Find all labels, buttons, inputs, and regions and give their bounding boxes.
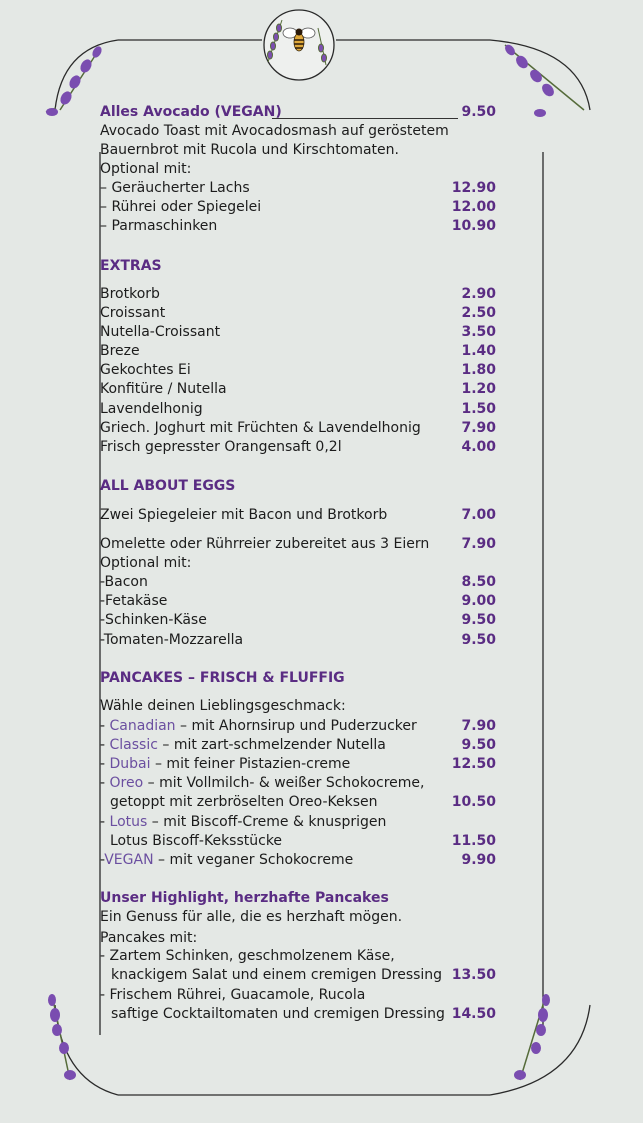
pancake-name: Canadian [109, 718, 176, 734]
highlight-intro-line: Ein Genuss für alle, die es herzhaft mögen. [100, 909, 403, 925]
pancake-price: 7.90 [461, 718, 496, 734]
extras-item-price: 1.80 [461, 362, 496, 378]
eggs-optional-label: Optional mit: [100, 555, 192, 571]
extras-item-label: Croissant [100, 305, 166, 321]
eggs-item-label: Zwei Spiegeleier mit Bacon und Brotkorb [100, 507, 388, 523]
highlight-item-line1: - Zartem Schinken, geschmolzenem Käse, [100, 948, 395, 964]
highlight-item-line1: - Frischem Rührei, Guacamole, Rucola [100, 987, 366, 1003]
pancake-name: Oreo [109, 775, 144, 791]
pancake-name: Lotus [109, 814, 148, 830]
lavender-bottom-right-icon [514, 994, 550, 1080]
pancake-price: 9.90 [461, 852, 496, 868]
extras-item-label: Lavendelhonig [100, 401, 203, 417]
extras-item-label: Griech. Joghurt mit Früchten & Lavendelhonig [100, 420, 421, 436]
eggs-option-price: 9.00 [461, 593, 496, 609]
avocado-desc-line: Optional mit: [100, 161, 192, 177]
extras-item-label: Gekochtes Ei [100, 362, 191, 378]
pancake-price: 9.50 [461, 737, 496, 753]
pancakes-intro: Wähle deinen Lieblingsgeschmack: [100, 698, 346, 714]
pancake-price: 11.50 [451, 833, 496, 849]
pancake-desc-line2: getoppt mit zerbröselten Oreo-Keksen [110, 794, 378, 810]
extras-item-label: Frisch gepresster Orangensaft 0,2l [100, 439, 342, 455]
pancake-price: 12.50 [451, 756, 496, 772]
pancake-dash: - [100, 756, 110, 772]
eggs-option-price: 9.50 [461, 632, 496, 648]
avocado-desc-line: Bauernbrot mit Rucola und Kirschtomaten. [100, 142, 399, 158]
avocado-option-price: 12.90 [451, 180, 496, 196]
extras-item-price: 3.50 [461, 324, 496, 340]
pancake-item [100, 755, 350, 774]
pancake-desc: – mit Ahornsirup und Puderzucker [175, 718, 417, 734]
pancake-item [100, 851, 353, 870]
lavender-bottom-left-icon [48, 994, 76, 1080]
pancake-dash: - [100, 852, 105, 868]
pancake-desc-line2: Lotus Biscoff-Keksstücke [110, 833, 283, 849]
highlight-item-price: 14.50 [451, 1006, 496, 1022]
lavender-top-right-icon [503, 43, 584, 117]
extras-item-price: 2.90 [461, 286, 496, 302]
extras-item-label: Brotkorb [100, 286, 160, 302]
avocado-price: 9.50 [461, 104, 496, 120]
pancake-desc: – mit Biscoff-Creme & knusprigen [147, 814, 387, 830]
highlight-item-price: 13.50 [451, 967, 496, 983]
pancake-desc: – mit zart-schmelzender Nutella [157, 737, 386, 753]
eggs-item-price: 7.90 [461, 536, 496, 552]
pancakes-heading: PANCAKES – FRISCH & FLUFFIG [100, 670, 345, 686]
pancake-desc: – mit feiner Pistazien-creme [150, 756, 351, 772]
avocado-option-label: – Rührei oder Spiegelei [100, 199, 262, 215]
highlight-heading: Unser Highlight, herzhafte Pancakes [100, 890, 389, 906]
extras-item-price: 1.40 [461, 343, 496, 359]
extras-item-price: 2.50 [461, 305, 496, 321]
extras-item-label: Konfitüre / Nutella [100, 381, 227, 397]
highlight-item-line2: saftige Cocktailtomaten und cremigen Dressing [111, 1006, 445, 1022]
pancake-item [100, 717, 417, 736]
extras-item-label: Breze [100, 343, 140, 359]
eggs-option-price: 8.50 [461, 574, 496, 590]
pancake-dash: - [100, 775, 110, 791]
pancake-price: 10.50 [451, 794, 496, 810]
pancake-name: VEGAN [104, 852, 154, 868]
avocado-option-label: – Geräucherter Lachs [100, 180, 250, 196]
highlight-item-line2: knackigem Salat und einem cremigen Dressing [111, 967, 443, 983]
pancake-dash: - [100, 814, 110, 830]
eggs-item-price: 7.00 [461, 507, 496, 523]
highlight-intro-line: Pancakes mit: [100, 930, 198, 946]
avocado-title: Alles Avocado (VEGAN) [100, 104, 282, 120]
extras-heading: EXTRAS [100, 258, 162, 274]
pancake-name: Dubai [109, 756, 151, 772]
extras-item-price: 7.90 [461, 420, 496, 436]
avocado-option-price: 10.90 [451, 218, 496, 234]
pancake-name: Classic [109, 737, 158, 753]
pancake-dash: - [100, 737, 110, 753]
pancake-desc: – mit Vollmilch- & weißer Schokocreme, [143, 775, 425, 791]
extras-item-price: 4.00 [461, 439, 496, 455]
eggs-option-label: -Tomaten-Mozzarella [100, 632, 244, 648]
eggs-item-label: Omelette oder Rührreier zubereitet aus 3 Eiern [100, 536, 430, 552]
avocado-desc-line: Avocado Toast mit Avocadosmash auf geröstetem [100, 123, 449, 139]
eggs-option-label: -Schinken-Käse [100, 612, 207, 628]
eggs-option-price: 9.50 [461, 612, 496, 628]
lavender-top-left-icon [46, 45, 103, 116]
pancake-item [100, 774, 424, 793]
eggs-option-label: -Fetakäse [100, 593, 168, 609]
eggs-option-label: -Bacon [100, 574, 148, 590]
pancake-dash: - [100, 718, 110, 734]
extras-item-label: Nutella-Croissant [100, 324, 221, 340]
avocado-option-price: 12.00 [451, 199, 496, 215]
pancake-desc: – mit veganer Schokocreme [153, 852, 354, 868]
avocado-title-underline [272, 118, 458, 119]
pancake-item [100, 736, 386, 755]
extras-item-price: 1.20 [461, 381, 496, 397]
avocado-option-label: – Parmaschinken [100, 218, 218, 234]
extras-item-price: 1.50 [461, 401, 496, 417]
eggs-heading: ALL ABOUT EGGS [100, 478, 236, 494]
pancake-item [100, 813, 386, 832]
